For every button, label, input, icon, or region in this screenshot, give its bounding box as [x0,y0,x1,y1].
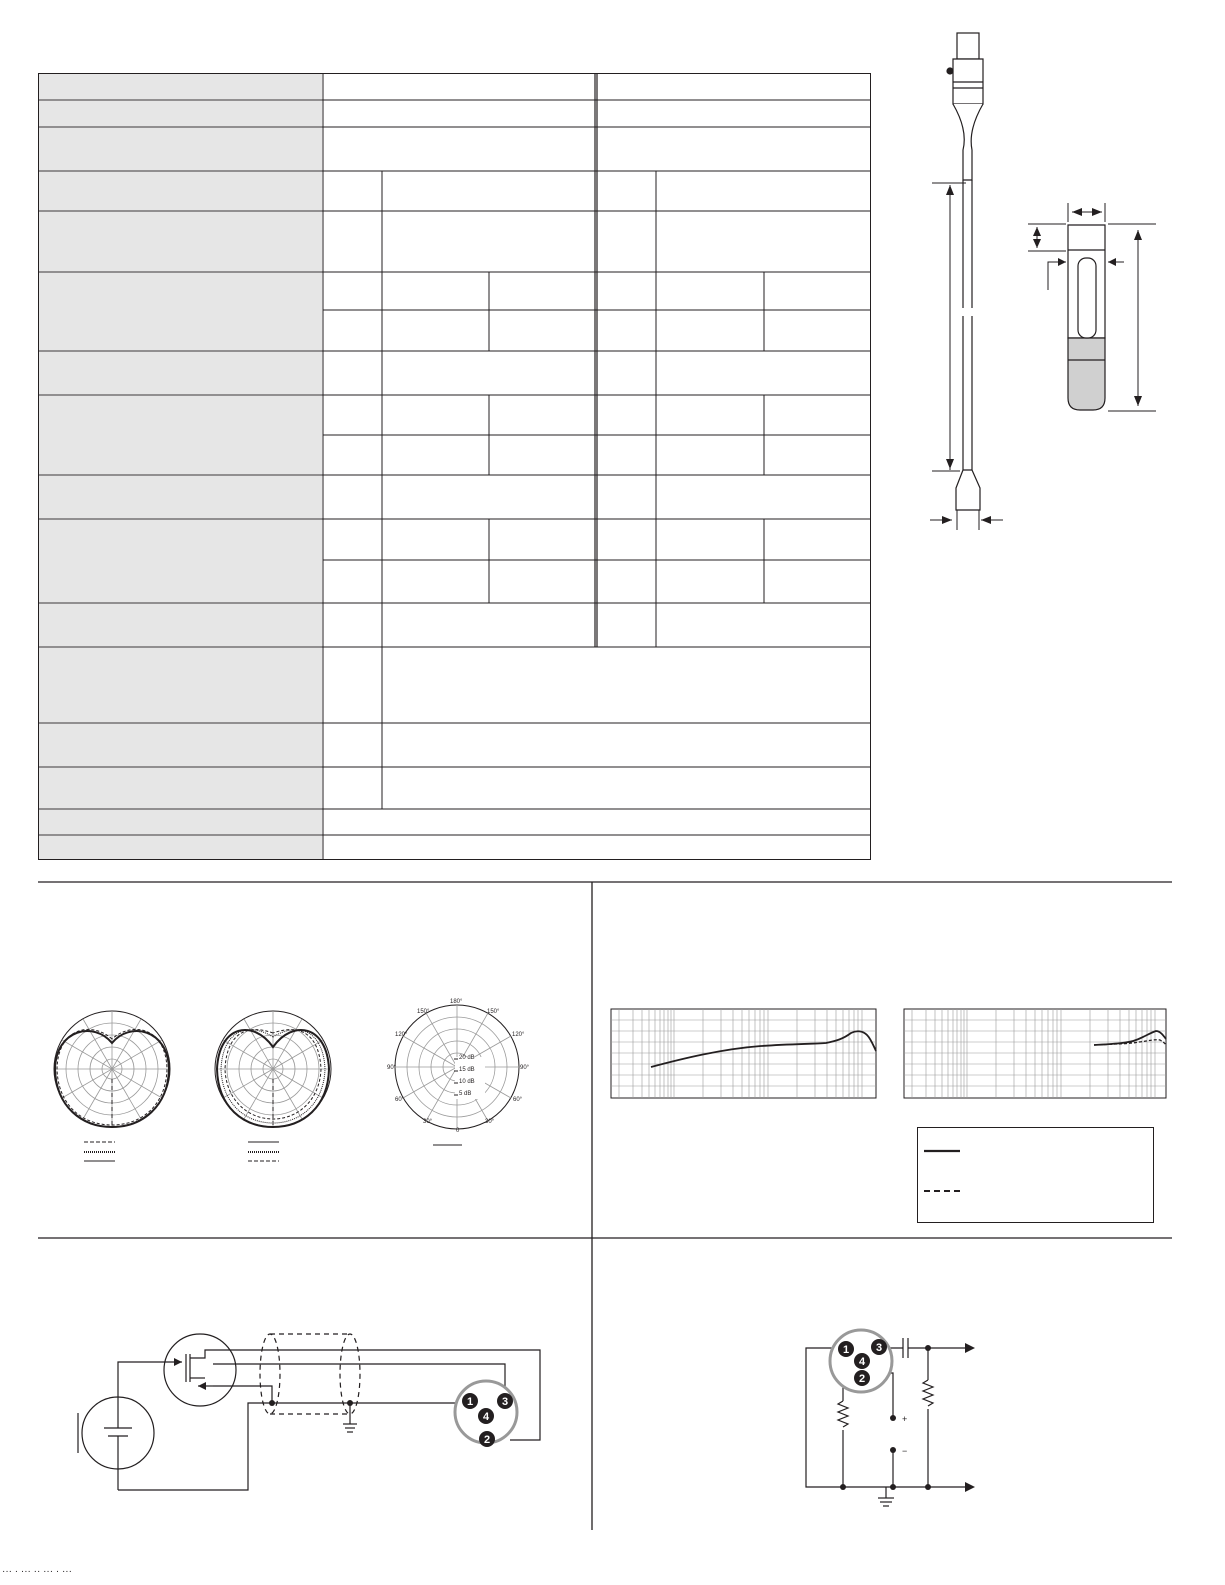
output-pin-4: 4 [482,1411,490,1423]
polarity-minus: − [902,1446,908,1456]
db-label-15: 15 dB [459,1067,475,1073]
angle-label-150-left: 150° [417,1009,430,1015]
power-pin-2: 2 [858,1373,866,1385]
angle-label-60-right: 60° [513,1097,523,1103]
frequency-response-graph-1 [611,1009,876,1098]
output-connector [455,1381,517,1447]
lower-sections-svg [0,870,1225,1570]
polar-2-legend [248,1142,279,1161]
microphone-body [947,33,1105,510]
polar-pattern-1 [54,1011,170,1127]
polarity-plus: + [902,1414,908,1424]
angle-label-30-right: 30° [485,1119,495,1125]
frequency-response-graph-2 [904,1009,1166,1098]
angle-label-120-right: 120° [512,1032,525,1038]
db-label-20: 20 dB [459,1055,475,1061]
angle-label-90-right: 90° [520,1065,530,1071]
db-label-10: 10 dB [459,1079,475,1085]
db-label-5: 5 dB [459,1091,472,1097]
angle-label-180: 180° [450,999,463,1005]
polar-pattern-3 [387,999,530,1134]
polar-1-legend [84,1142,115,1161]
output-pin-2: 2 [483,1434,491,1446]
power-pin-1: 1 [842,1344,850,1356]
microphone-drawing-svg [0,0,1225,560]
polar-pattern-2 [215,1011,331,1127]
frequency-response-legend [918,1128,1154,1223]
angle-label-120-left: 120° [395,1032,408,1038]
output-wiring-arrows [174,1358,353,1406]
angle-label-60-left: 60° [395,1097,405,1103]
lower-sections [0,870,1225,1570]
microphone-dimension-drawing [0,0,1225,560]
angle-label-150-right: 150° [487,1009,500,1015]
power-pin-3: 3 [875,1342,883,1354]
power-pin-4: 4 [858,1356,866,1368]
angle-label-30-left: 30° [423,1119,433,1125]
power-connector [830,1330,892,1392]
angle-label-0: 0 [456,1128,460,1134]
page-footer: ··· · ··· ·· ··· · ··· [2,1566,72,1577]
output-pin-1: 1 [466,1396,474,1408]
angle-label-90-left: 90° [387,1065,397,1071]
output-pin-3: 3 [501,1396,509,1408]
